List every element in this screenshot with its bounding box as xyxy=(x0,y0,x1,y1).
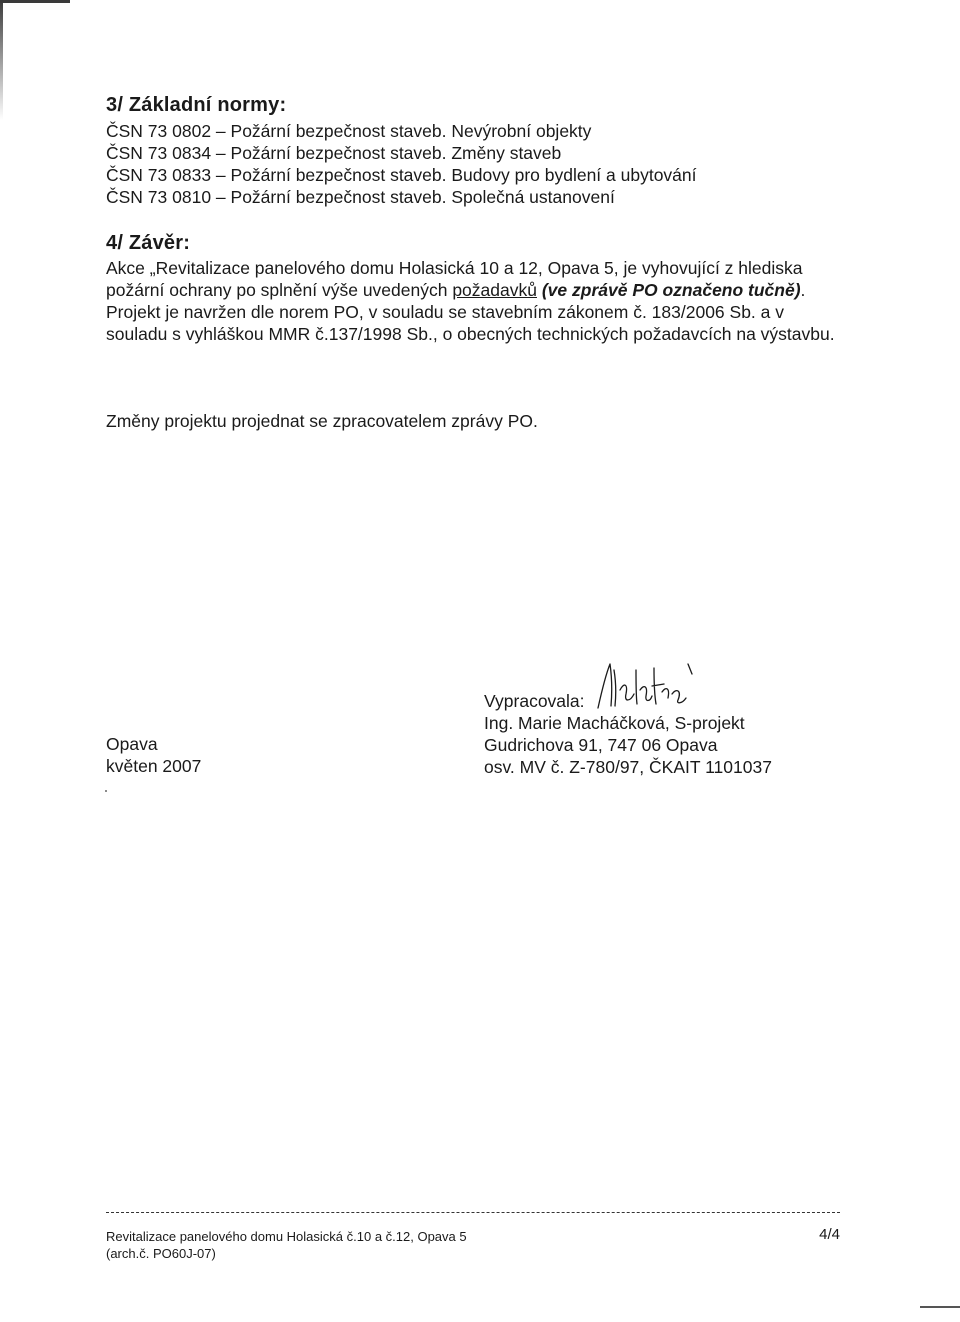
scan-edge-top xyxy=(0,0,70,3)
author-address: Gudrichova 91, 747 06 Opava xyxy=(484,735,718,755)
conclusion-text: Akce „Revitalizace panelového domu Holasická 10 a 12, Opava 5, je vyhovující z hlediska požární ochrany po splnění výše uvedených xyxy=(106,258,803,300)
city: Opava xyxy=(106,734,158,754)
footer-divider xyxy=(106,1212,840,1213)
place-date xyxy=(106,733,201,777)
author-name: Ing. Marie Macháčková, S-projekt xyxy=(484,713,745,733)
changes-note: Změny projektu projednat se zpracovatelem zprávy PO. xyxy=(106,411,538,431)
scan-edge-bottom xyxy=(920,1306,960,1308)
page-number: 4/4 xyxy=(819,1226,840,1243)
norm-item: ČSN 73 0834 – Požární bezpečnost staveb. Změny staveb xyxy=(106,143,562,163)
handwritten-signature xyxy=(590,660,700,712)
section-4-heading: 4/ Závěr: xyxy=(106,232,191,254)
footer-archive-number: (arch.č. PO60J-07) xyxy=(106,1246,216,1261)
compliance-paragraph: Projekt je navržen dle norem PO, v souladu se stavebním zákonem č. 183/2006 Sb. a v souladu s vyhláškou MMR č.137/1998 Sb., o obecných technických požadavcích na výstavbu. xyxy=(106,302,835,344)
norm-item: ČSN 73 0810 – Požární bezpečnost staveb. Společná ustanovení xyxy=(106,187,615,207)
norm-item: ČSN 73 0833 – Požární bezpečnost staveb. Budovy pro bydlení a ubytování xyxy=(106,165,697,185)
footer-project xyxy=(106,1228,467,1262)
norms-list xyxy=(106,120,697,208)
speck xyxy=(105,790,107,792)
author-credentials: osv. MV č. Z-780/97, ČKAIT 1101037 xyxy=(484,757,772,777)
prepared-by-label: Vypracovala: xyxy=(484,691,585,711)
bold-note: (ve zprávě PO označeno tučně) xyxy=(541,280,801,300)
norm-item: ČSN 73 0802 – Požární bezpečnost staveb. Nevýrobní objekty xyxy=(106,121,592,141)
requirements-underlined: požadavků xyxy=(452,280,537,300)
footer-project-title: Revitalizace panelového domu Holasická č.10 a č.12, Opava 5 xyxy=(106,1229,467,1244)
conclusion-end: . xyxy=(800,280,806,300)
scan-edge-left xyxy=(0,0,3,120)
date: květen 2007 xyxy=(106,756,202,776)
section-3-heading: 3/ Základní normy: xyxy=(106,94,287,116)
conclusion-block xyxy=(106,257,846,345)
conclusion-paragraph xyxy=(106,257,846,301)
